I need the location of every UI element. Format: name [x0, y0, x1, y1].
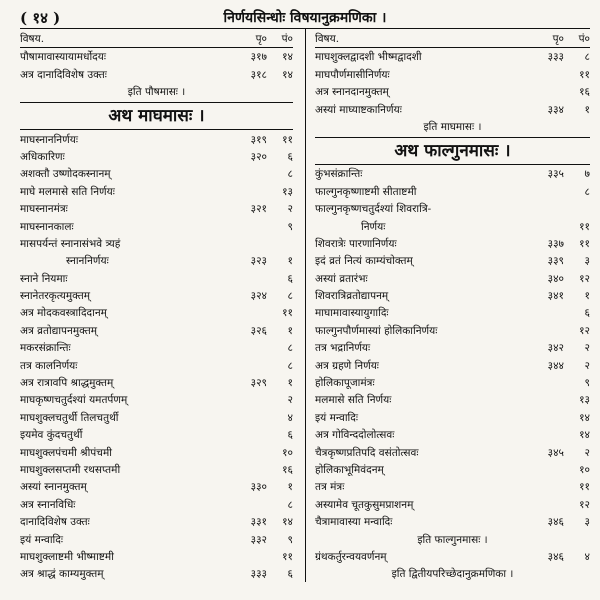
entry-line: ८	[287, 290, 293, 303]
index-entry	[315, 374, 590, 391]
entry-page: ३२०	[250, 150, 267, 163]
entry-page: ३४६	[547, 516, 564, 529]
index-entry	[315, 443, 590, 460]
index-entry	[315, 391, 590, 408]
left-column	[20, 29, 305, 582]
entry-page: ३२९	[250, 377, 267, 390]
closing-text: इति द्वितीयपरिच्छेदानुक्रमणिका ।	[391, 568, 514, 581]
entry-topic: फाल्गुनपौर्णमास्यां होलिकानिर्णयः	[315, 324, 438, 337]
index-entry	[20, 148, 293, 165]
entry-page: ३३५	[547, 168, 564, 181]
entry-topic: अत्र स्नानदानमुक्तम्	[315, 86, 389, 99]
entry-line: ६	[584, 307, 590, 320]
closing-line	[315, 118, 590, 135]
entry-line: १२	[579, 272, 590, 285]
entry-topic: फाल्गुनकृष्णचतुर्दश्यां शिवरात्रि-	[315, 203, 432, 216]
entry-line: १	[584, 290, 590, 303]
entry-topic: ग्रंथकर्तुरन्वयवर्णनम्	[315, 550, 387, 563]
entry-line: १४	[282, 516, 293, 529]
page-title: निर्णयसिन्धोः विषयानुक्रमणिका ।	[223, 10, 387, 26]
column-divider	[305, 29, 306, 582]
index-entry	[315, 461, 590, 478]
entry-topic: माघस्नानमंत्रः	[20, 203, 68, 216]
entry-line: १	[287, 324, 293, 337]
entry-topic: माघशुक्लचतुर्थी तिलचतुर्थी	[20, 411, 119, 424]
entry-line: १४	[579, 429, 590, 442]
index-entry	[20, 391, 293, 408]
entry-line: ७	[584, 168, 590, 181]
entry-topic: माघशुक्लपंचमी श्रीपंचमी	[20, 446, 112, 459]
entry-topic: अशक्तौ उष्णोदकस्नानम्	[20, 168, 111, 181]
entry-topic: इदं व्रतं नित्यं काम्यंचोक्तम्	[315, 255, 413, 268]
entry-topic: अत्र श्राद्धं काम्यमुक्तम्	[20, 568, 104, 581]
entry-topic: कुंभसंक्रान्तिः	[315, 168, 363, 181]
entry-line: २	[584, 342, 590, 355]
entry-line: १२	[579, 324, 590, 337]
entry-line: ११	[579, 68, 590, 81]
entry-topic: माघस्नानकालः	[20, 220, 74, 233]
index-entry	[315, 321, 590, 338]
index-entry	[20, 252, 293, 269]
entry-page: ३४६	[547, 550, 564, 563]
entry-line: १४	[282, 68, 293, 81]
index-entry	[315, 287, 590, 304]
entry-page: ३४२	[547, 342, 564, 355]
entry-line: ८	[287, 168, 293, 181]
entry-topic: मलमासे सति निर्णयः	[315, 394, 392, 407]
closing-line	[20, 83, 293, 100]
entry-topic: निर्णयः	[361, 220, 386, 233]
entry-line: १४	[579, 411, 590, 424]
entry-topic: पौषामावास्यायामर्धोदयः	[20, 51, 106, 64]
index-entry	[315, 339, 590, 356]
index-entry	[20, 548, 293, 565]
entry-page: ३२१	[250, 203, 267, 216]
index-entry	[315, 100, 590, 117]
entry-page: ३४५	[547, 446, 564, 459]
entry-line: १६	[282, 463, 293, 476]
column-header	[20, 29, 293, 48]
entry-line: १०	[282, 446, 293, 459]
entry-topic: तत्र मंत्रः	[315, 481, 345, 494]
entry-line: ६	[287, 272, 293, 285]
entry-line: ४	[584, 550, 590, 563]
entry-line: १	[287, 481, 293, 494]
index-entry	[20, 478, 293, 495]
entry-topic: इयमेव कुंदचतुर्थी	[20, 429, 83, 442]
right-column	[305, 29, 590, 582]
entry-topic: स्नानेतरकृत्यमुक्तम्	[20, 290, 91, 303]
entry-page: ३३३	[250, 568, 267, 581]
column-header	[315, 29, 590, 48]
index-entry	[20, 339, 293, 356]
entry-topic: माघामावास्यायुगादिः	[315, 307, 389, 320]
index-entry	[315, 65, 590, 82]
entry-line: ८	[287, 498, 293, 511]
entry-topic: मासपर्यन्तं स्नानासंभवे त्र्यहं	[20, 237, 121, 250]
entry-topic: माघस्नाननिर्णयः	[20, 133, 78, 146]
index-entry	[20, 374, 293, 391]
entry-page: ३३१	[250, 516, 267, 529]
entry-topic: चैत्रकृष्णप्रतिपदि वसंतोत्सवः	[315, 446, 419, 459]
entry-line: ६	[287, 568, 293, 581]
entry-line: ११	[282, 133, 293, 146]
index-entry	[315, 356, 590, 373]
entry-topic: माघे मलमासे सति निर्णयः	[20, 185, 115, 198]
index-entry	[20, 287, 293, 304]
index-entry	[20, 461, 293, 478]
entry-line: ८	[287, 342, 293, 355]
entry-topic: माघशुक्लाष्टमी भीष्माष्टमी	[20, 550, 114, 563]
closing-line	[315, 530, 590, 547]
entry-topic: तत्र भद्रानिर्णयः	[315, 342, 371, 355]
entry-page: ३३३	[547, 51, 564, 64]
index-entry	[20, 65, 293, 82]
closing-text: इति पौषमासः ।	[127, 86, 186, 99]
entry-line: ८	[584, 185, 590, 198]
index-entry	[20, 200, 293, 217]
index-entry	[315, 513, 590, 530]
entry-topic: विषय.	[315, 33, 340, 45]
index-entry	[20, 408, 293, 425]
entry-line: ११	[579, 481, 590, 494]
entry-topic: माघशुक्लद्वादशी भीष्मद्वादशी	[315, 51, 422, 64]
entry-line: ३	[584, 516, 590, 529]
index-columns	[20, 29, 590, 582]
entry-line: १३	[282, 185, 293, 198]
entry-line: ६	[287, 150, 293, 163]
entry-line: ११	[282, 550, 293, 563]
entry-line: २	[584, 359, 590, 372]
entry-line: २	[584, 446, 590, 459]
entry-topic: अत्र दानादिविशेष उक्तः	[20, 68, 107, 81]
entry-page: ३२४	[250, 290, 267, 303]
index-entry	[315, 83, 590, 100]
entry-line: पं०	[578, 33, 590, 45]
index-entry	[315, 48, 590, 65]
entry-page: ३२६	[250, 324, 267, 337]
entry-page: पृ०	[255, 33, 267, 45]
entry-topic: तत्र कालनिर्णयः	[20, 359, 78, 372]
entry-topic: अस्यां व्रतारंभः	[315, 272, 368, 285]
entry-page: ३३७	[547, 237, 564, 250]
index-entry	[315, 252, 590, 269]
entry-topic: अत्र ग्रहणे निर्णयः	[315, 359, 379, 372]
entry-topic: होलिकाभूमिवंदनम्	[315, 463, 384, 476]
entry-topic: विषय.	[20, 33, 45, 45]
index-entry	[20, 513, 293, 530]
entry-page: ३३४	[547, 103, 564, 116]
entry-line: १	[287, 377, 293, 390]
index-entry	[315, 408, 590, 425]
entry-topic: अस्यां स्नानमुक्तम्	[20, 481, 87, 494]
entry-topic: इयं मन्वादिः	[315, 411, 358, 424]
entry-page: ३१८	[250, 68, 267, 81]
entry-line: १२	[579, 498, 590, 511]
entry-page: ३४०	[547, 272, 564, 285]
index-entry	[315, 426, 590, 443]
index-entry	[315, 269, 590, 286]
index-entry	[315, 495, 590, 512]
entry-line: २	[287, 203, 293, 216]
entry-topic: स्नाननिर्णयः	[66, 255, 109, 268]
entry-page: ३४१	[547, 290, 564, 303]
entry-topic: स्नाने नियमाः	[20, 272, 68, 285]
entry-topic: अत्र स्नानविधिः	[20, 498, 76, 511]
entry-topic: इयं मन्वादिः	[20, 533, 63, 546]
entry-topic: अस्यामेव चूतकुसुमप्राशनम्	[315, 498, 414, 511]
entry-topic: चैत्रामावास्या मन्वादिः	[315, 516, 393, 529]
index-entry	[20, 530, 293, 547]
index-entry	[20, 217, 293, 234]
index-entry	[20, 443, 293, 460]
entry-line: १६	[579, 86, 590, 99]
entry-topic: माघपौर्णमासीनिर्णयः	[315, 68, 390, 81]
entry-line: ६	[287, 429, 293, 442]
entry-line: २	[287, 394, 293, 407]
entry-topic: अस्यां माघ्याष्टकानिर्णयः	[315, 103, 402, 116]
entry-line: ९	[287, 533, 293, 546]
index-entry	[315, 548, 590, 565]
page-header	[20, 6, 590, 29]
entry-line: १	[584, 103, 590, 116]
entry-topic: फाल्गुनकृष्णाष्टमी सीताष्टमी	[315, 185, 417, 198]
index-entry	[20, 495, 293, 512]
index-entry	[315, 235, 590, 252]
entry-page: ३३९	[547, 255, 564, 268]
entry-topic: माघकृष्णचतुर्दश्यां यमतर्पणम्	[20, 394, 128, 407]
entry-topic: अत्र गोविन्ददोलोत्सवः	[315, 429, 395, 442]
entry-topic: दानादिविशेष उक्तः	[20, 516, 90, 529]
entry-page: ३२३	[250, 255, 267, 268]
index-entry-continued	[20, 235, 293, 252]
section-heading: अथ माघमासः ।	[20, 102, 293, 130]
index-entry	[315, 182, 590, 199]
entry-line: ८	[584, 51, 590, 64]
entry-page: ३४४	[547, 359, 564, 372]
entry-line: ९	[584, 377, 590, 390]
index-entry	[315, 217, 590, 234]
entry-page: ३३२	[250, 533, 267, 546]
entry-topic: होलिकापूजामंत्रः	[315, 377, 375, 390]
index-entry	[20, 165, 293, 182]
section-heading: अथ फाल्गुनमासः ।	[315, 137, 590, 165]
entry-topic: मकरसंक्रान्तिः	[20, 342, 71, 355]
entry-topic: माघशुक्लसप्तमी रथसप्तमी	[20, 463, 121, 476]
index-entry	[315, 165, 590, 182]
index-entry	[20, 48, 293, 65]
entry-topic: अत्र रात्रावपि श्राद्धमुक्तम्	[20, 377, 114, 390]
entry-topic: शिवरात्रिव्रतोद्यापनम्	[315, 290, 389, 303]
entry-line: ११	[579, 220, 590, 233]
index-entry	[315, 304, 590, 321]
entry-topic: अत्र व्रतोद्यापनमुक्तम्	[20, 324, 97, 337]
entry-page: ३१९	[250, 133, 267, 146]
entry-topic: अधिकारिणः	[20, 150, 65, 163]
entry-line: ८	[287, 359, 293, 372]
entry-line: ४	[287, 411, 293, 424]
entry-page: ३१७	[250, 51, 267, 64]
entry-topic: शिवरात्रेः पारणानिर्णयः	[315, 237, 397, 250]
entry-line: १४	[282, 51, 293, 64]
page-number: ( १४ )	[20, 9, 61, 27]
index-entry	[20, 321, 293, 338]
entry-line: ९	[287, 220, 293, 233]
entry-page: ३३०	[250, 481, 267, 494]
index-entry-continued	[315, 200, 590, 217]
index-entry	[20, 130, 293, 147]
index-entry	[20, 269, 293, 286]
index-entry	[20, 304, 293, 321]
entry-line: पं०	[281, 33, 293, 45]
entry-line: ११	[282, 307, 293, 320]
index-entry	[20, 356, 293, 373]
index-entry	[315, 478, 590, 495]
index-entry	[20, 182, 293, 199]
entry-topic: अत्र मोदकवस्त्रादिदानम्	[20, 307, 107, 320]
index-entry	[20, 426, 293, 443]
closing-text: इति माघमासः ।	[423, 120, 482, 133]
entry-line: १३	[579, 394, 590, 407]
entry-line: १०	[579, 463, 590, 476]
entry-line: ३	[584, 255, 590, 268]
entry-line: १	[287, 255, 293, 268]
entry-line: ११	[579, 237, 590, 250]
closing-text: इति फाल्गुनमासः ।	[417, 533, 488, 546]
closing-line	[315, 565, 590, 582]
entry-page: पृ०	[552, 33, 564, 45]
index-entry	[20, 565, 293, 582]
